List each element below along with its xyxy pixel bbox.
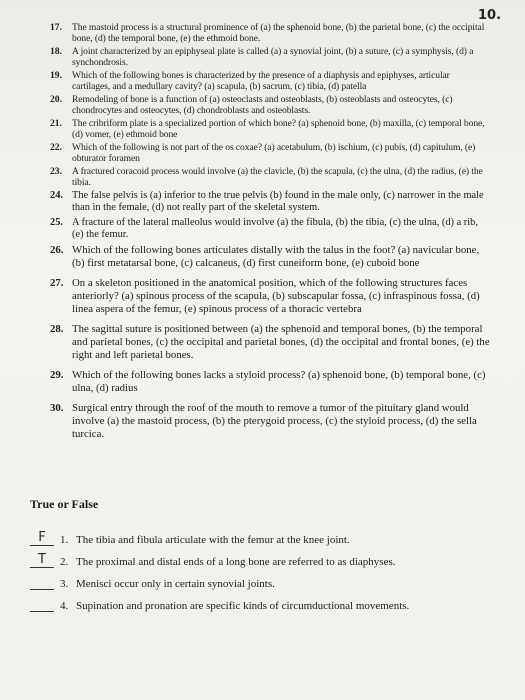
answer-blank[interactable] [30,575,54,590]
multiple-choice-section [50,22,490,448]
question-number: 24. [50,190,63,201]
question-number: 30. [50,402,64,414]
item-text: The proximal and distal ends of a long bone are referred to as diaphyses. [76,556,396,568]
item-text: Menisci occur only in certain synovial joints. [76,578,275,590]
question-text: The cribriform plate is a specialized portion of which bone? (a) sphenoid bone, (b) maxilla, (c) temporal bone, (d) vomer, (e) ethmoid bone [72,118,485,140]
answer-blank[interactable] [30,597,54,612]
true-false-heading: True or False [30,497,99,511]
question-text: Which of the following bones is characterized by the presence of a diaphysis and epiphyses, articular cartilages, and a medullary cavity? (a) scapula, (b) sacrum, (c) tibia, (d) patella [72,70,450,92]
question-24 [50,190,490,214]
question-26 [50,244,490,270]
question-text: Which of the following is not part of the os coxae? (a) acetabulum, (b) ischium, (c) pubis, (d) capitulum, (e) obturator foramen [72,142,476,164]
question-27 [50,277,490,316]
question-text: Remodeling of bone is a function of (a) osteoclasts and osteoblasts, (b) osteoblasts and osteocytes, (c) chondrocytes and osteocytes, (d) chondroblasts and osteoblasts. [72,94,453,116]
question-18 [50,46,490,68]
question-text: A fracture of the lateral malleolus would involve (a) the fibula, (b) the tibia, (c) the ulna, (d) a rib, (e) the femur. [72,217,478,240]
question-21 [50,118,490,140]
answer-blank[interactable]: F [30,531,54,546]
item-text: The tibia and fibula articulate with the femur at the knee joint. [76,534,350,546]
question-number: 21. [50,118,62,129]
question-text: Which of the following bones lacks a styloid process? (a) sphenoid bone, (b) temporal bone, (c) ulna, (d) radius [72,369,486,394]
true-false-section [30,497,500,612]
question-number: 18. [50,46,62,57]
item-number: 3. [60,578,69,590]
question-20 [50,94,490,116]
question-23 [50,166,490,188]
tf-item-4 [30,590,500,612]
question-19 [50,70,490,92]
tf-item-1 [30,524,500,546]
question-number: 23. [50,166,62,177]
question-text: The false pelvis is (a) inferior to the true pelvis (b) found in the male only, (c) narrower in the male than in the female, (d) not really part of the skeletal system. [72,190,484,213]
page-number: 10. [478,8,502,23]
question-29 [50,369,490,395]
tf-item-3 [30,568,500,590]
question-number: 29. [50,369,64,381]
question-number: 19. [50,70,62,81]
question-22 [50,142,490,164]
item-number: 4. [60,600,69,612]
question-number: 26. [50,244,64,256]
question-number: 25. [50,217,63,228]
question-text: Surgical entry through the roof of the mouth to remove a tumor of the pituitary gland would involve (a) the mastoid process, (b) the pterygoid process, (c) the styloid process, (d) the sella turcica. [72,402,477,440]
question-28 [50,323,490,362]
item-text: Supination and pronation are specific kinds of circumductional movements. [76,600,410,612]
item-number: 2. [60,556,69,568]
answer-blank[interactable]: T [30,553,54,568]
item-number: 1. [60,534,69,546]
question-text: On a skeleton positioned in the anatomical position, which of the following structures faces anteriorly? (a) spinous process of the scapula, (b) subscapular fossa, (c) infraspinous fossa, (d) linea aspera of the femur, (e) spinous process of a thoracic vertebra [72,277,480,315]
question-text: The mastoid process is a structural prominence of (a) the sphenoid bone, (b) the parietal bone, (c) the occipital bone, (d) the temporal bone, (e) the ethmoid bone. [72,22,485,44]
question-text: The sagittal suture is positioned between (a) the sphenoid and temporal bones, (b) the temporal and parietal bones, (c) the occipital and parietal bones, (d) the occipital and frontal bones, (e) the right and left parietal bones. [72,323,490,361]
question-text: A fractured coracoid process would involve (a) the clavicle, (b) the scapula, (c) the ulna, (d) the radius, (e) the tibia. [72,166,483,188]
question-number: 17. [50,22,62,33]
question-number: 22. [50,142,62,153]
question-text: A joint characterized by an epiphyseal plate is called (a) a synovial joint, (b) a suture, (c) a symphysis, (d) a synchondrosis. [72,46,474,68]
question-number: 20. [50,94,62,105]
question-number: 27. [50,277,64,289]
question-text: Which of the following bones articulates distally with the talus in the foot? (a) navicular bone, (b) first metatarsal bone, (c) calcaneus, (d) first cuneiform bone, (e) cuboid bone [72,244,480,269]
question-17 [50,22,490,44]
question-25 [50,217,490,241]
question-number: 28. [50,323,64,335]
tf-item-2 [30,546,500,568]
question-30 [50,402,490,441]
